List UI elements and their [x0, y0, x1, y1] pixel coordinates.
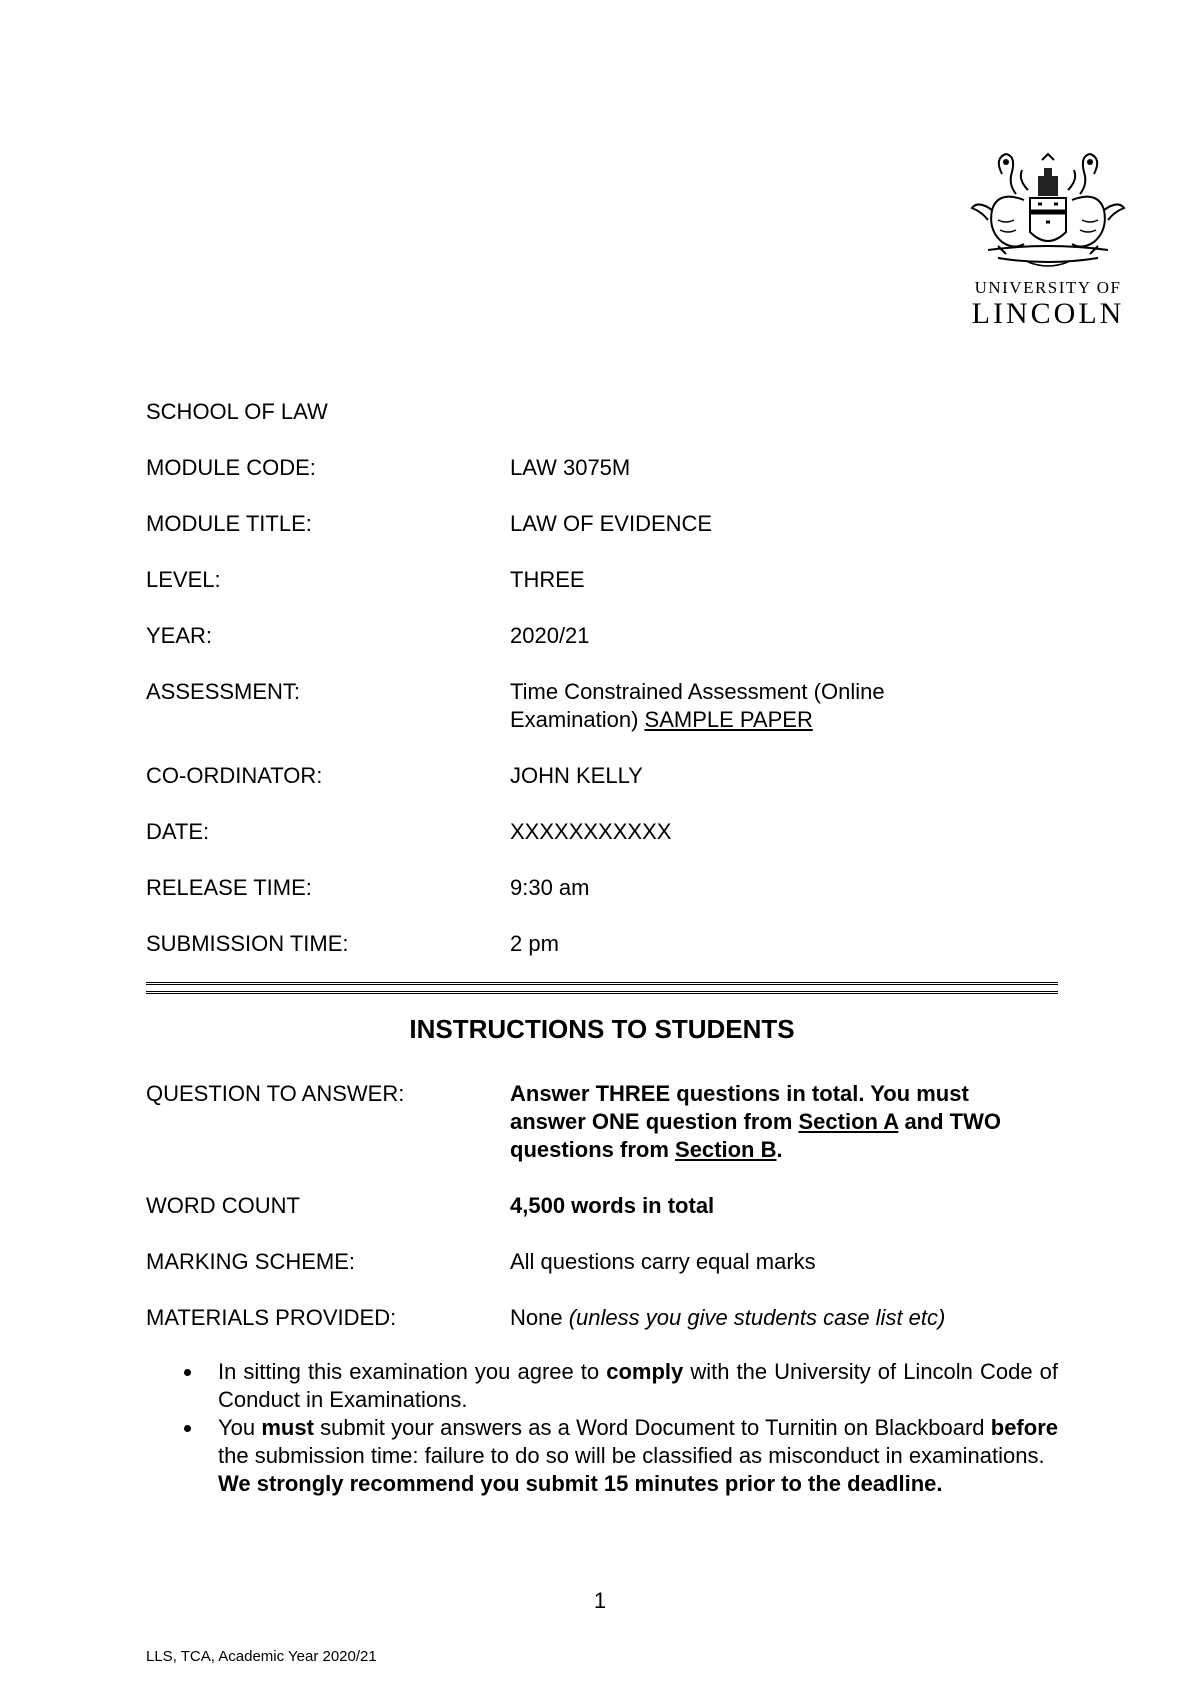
field-level	[146, 566, 1066, 594]
assessment-type: Time Constrained Assessment (Online Examination)	[510, 679, 885, 732]
instruction-label: WORD COUNT	[146, 1193, 300, 1218]
instruction-label: MATERIALS PROVIDED:	[146, 1305, 397, 1330]
logo-text-lincoln: LINCOLN	[971, 297, 1125, 330]
exam-header	[146, 398, 1066, 986]
sample-paper-label: SAMPLE PAPER	[644, 707, 813, 732]
field-value: JOHN KELLY	[510, 763, 643, 788]
question-text-3: .	[776, 1137, 783, 1162]
field-module-code	[146, 454, 1066, 482]
section-b-link: Section B	[675, 1137, 777, 1162]
logo-text-university-of: UNIVERSITY OF	[974, 278, 1122, 297]
university-logo	[958, 150, 1138, 332]
field-label: CO-ORDINATOR:	[146, 763, 323, 788]
field-year	[146, 622, 1066, 650]
bullet-emphasis: must	[261, 1415, 314, 1440]
bullet-icon	[184, 1369, 191, 1376]
list-item	[146, 1414, 1058, 1498]
bullet-icon	[184, 1425, 191, 1432]
bullet-text: In sitting this examination you agree to	[218, 1359, 607, 1384]
page-footer: LLS, TCA, Academic Year 2020/21	[146, 1648, 377, 1665]
school-name: SCHOOL OF LAW	[146, 399, 328, 424]
field-value: 9:30 am	[510, 875, 590, 900]
instruction-word-count	[146, 1192, 1066, 1220]
field-value	[510, 678, 1066, 734]
list-item	[146, 1358, 1058, 1414]
field-value: LAW OF EVIDENCE	[510, 511, 713, 536]
instruction-value: All questions carry equal marks	[510, 1249, 816, 1274]
field-value: 2020/21	[510, 623, 590, 648]
university-crest-icon	[958, 150, 1138, 274]
field-value: LAW 3075M	[510, 455, 631, 480]
field-value: THREE	[510, 567, 585, 592]
field-label: YEAR:	[146, 623, 213, 648]
instruction-value: 4,500 words in total	[510, 1193, 715, 1218]
instruction-questions	[146, 1080, 1066, 1164]
materials-value: None	[510, 1305, 569, 1330]
materials-note: (unless you give students case list etc)	[568, 1305, 946, 1330]
bullet-text: the submission time: failure to do so will be classified as misconduct in examinations.	[218, 1443, 1045, 1468]
instruction-value	[510, 1080, 1066, 1164]
instructions-heading: INSTRUCTIONS TO STUDENTS	[409, 1014, 795, 1044]
bullet-text: submit your answers as a Word Document to Turnitin on Blackboard	[313, 1415, 991, 1440]
field-coordinator	[146, 762, 1066, 790]
section-a-link: Section A	[798, 1109, 899, 1134]
field-release-time	[146, 874, 1066, 902]
exam-rules-list	[146, 1358, 1058, 1498]
instruction-label: QUESTION TO ANSWER:	[146, 1081, 405, 1106]
page-number: 1	[593, 1588, 607, 1613]
question-text-2: and TWO questions from	[510, 1109, 1001, 1162]
field-label: MODULE TITLE:	[146, 511, 312, 536]
bullet-text: with the University of Lincoln Code of Conduct in Examinations.	[218, 1359, 1058, 1412]
question-text-1: Answer THREE questions in total. You must answer ONE question from	[510, 1081, 969, 1134]
bullet-emphasis: comply	[606, 1359, 684, 1384]
submission-recommendation: We strongly recommend you submit 15 minutes prior to the deadline.	[218, 1471, 943, 1496]
field-label: ASSESSMENT:	[146, 679, 301, 704]
field-label: SUBMISSION TIME:	[146, 931, 349, 956]
instruction-marking-scheme	[146, 1248, 1066, 1276]
field-submission-time	[146, 930, 1066, 958]
instruction-materials	[146, 1304, 1066, 1332]
instruction-label: MARKING SCHEME:	[146, 1249, 356, 1274]
instruction-value	[510, 1304, 1066, 1332]
bullet-emphasis: before	[990, 1415, 1058, 1440]
field-value: XXXXXXXXXXX	[510, 819, 672, 844]
field-label: MODULE CODE:	[146, 455, 316, 480]
bullet-text: You	[218, 1415, 262, 1440]
field-date	[146, 818, 1066, 846]
field-value: 2 pm	[510, 931, 559, 956]
field-label: RELEASE TIME:	[146, 875, 312, 900]
field-label: LEVEL:	[146, 567, 221, 592]
field-label: DATE:	[146, 819, 210, 844]
double-rule-divider	[146, 982, 1058, 994]
instructions-block	[146, 1080, 1066, 1360]
field-assessment	[146, 678, 1066, 734]
field-module-title	[146, 510, 1066, 538]
